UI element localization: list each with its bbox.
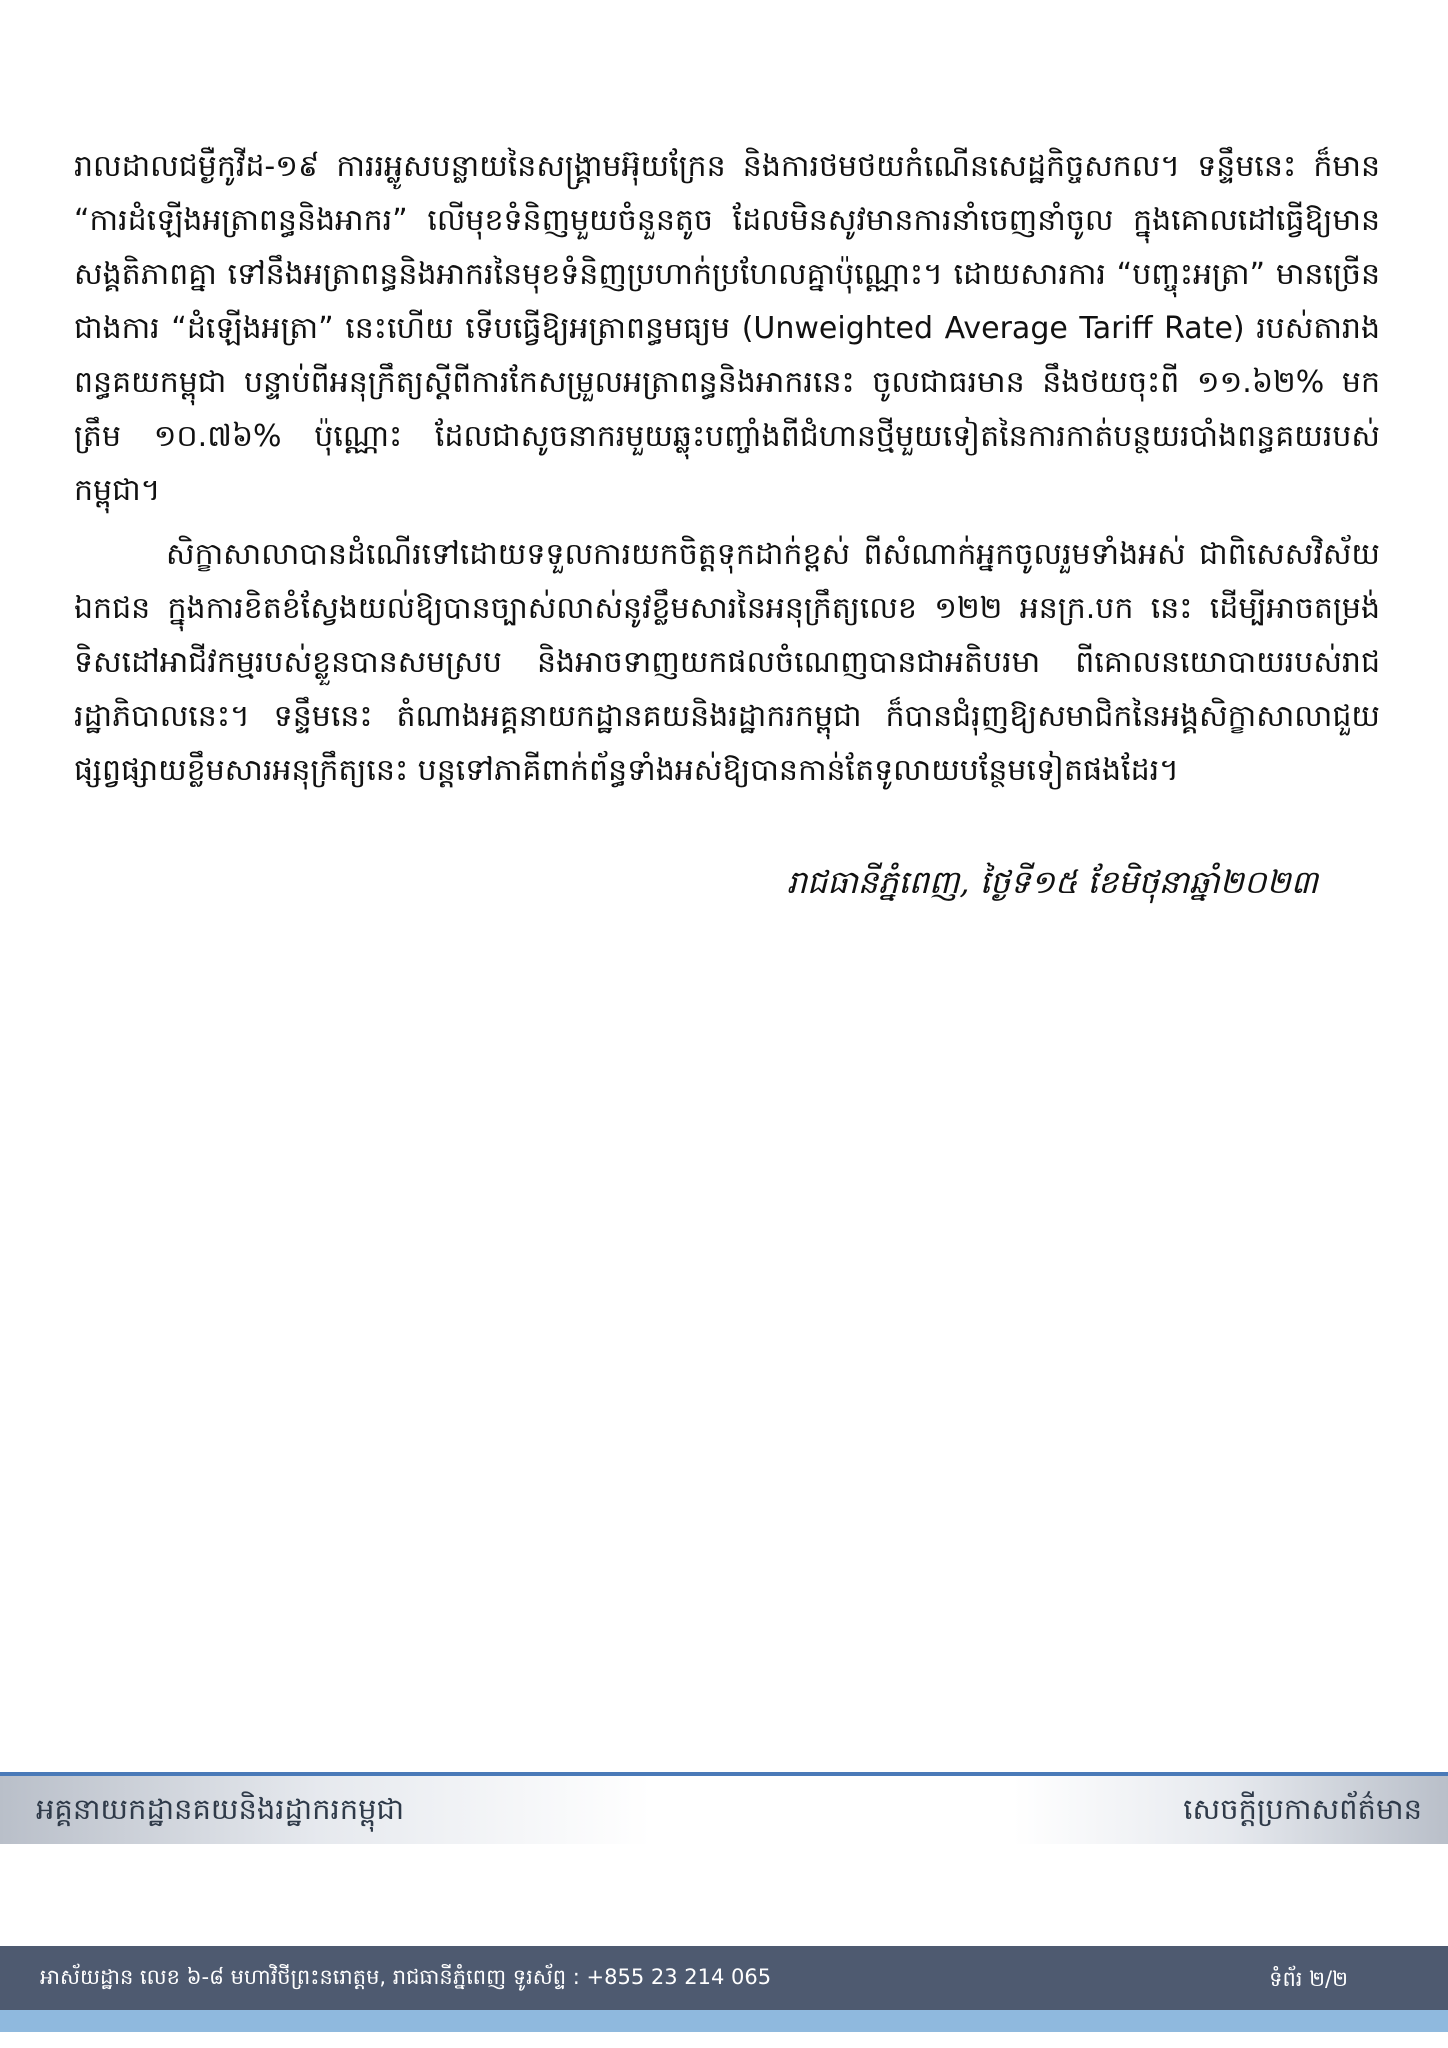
body-paragraph-1: រាលដាលជម្ងឺកូវីដ-១៩ ការរអ្លូសបន្លាយនៃសង្គ្រាមអ៊ុយក្រែន និងការថមថយកំណើនសេដ្ឋកិច្ចសកល។ ទន្ទឹមនេះ ក៏មាន “ការដំឡើងអត្រាពន្ធនិងអាករ” លើមុខទំនិញមួយចំនួនតូច ដែលមិនសូវមានការនាំចេញនាំចូល ក្នុងគោលដៅធ្វើឱ្យមានសង្គតិភាពគ្នា ទៅនឹងអត្រាពន្ធនិងអាករនៃមុខទំនិញប្រហាក់ប្រហែលគ្នាប៉ុណ្ណោះ។ ដោយសារការ “បញ្ចុះអត្រា” មានច្រើនជាងការ “ដំឡើងអត្រា” នេះហើយ ទើបធ្វើឱ្យអត្រាពន្ធមធ្យម (Unweighted Average Tariff Rate) របស់តារាងពន្ធគយកម្ពុជា បន្ទាប់ពីអនុក្រឹត្យស្តីពីការកែសម្រួលអត្រាពន្ធនិងអាករនេះ ចូលជាធរមាន នឹងថយចុះពី ១១.៦២% មកត្រឹម ១០.៧៦% ប៉ុណ្ណោះ ដែលជាសូចនាករមួយឆ្លុះបញ្ចាំងពីជំហានថ្មីមួយទៀតនៃការកាត់បន្ថយរបាំងពន្ធគយរបស់កម្ពុជា។: [74, 149, 1380, 508]
body-paragraph-2: សិក្ខាសាលាបានដំណើរទៅដោយទទួលការយកចិត្តទុកដាក់ខ្ពស់ ពីសំណាក់អ្នកចូលរួមទាំងអស់ ជាពិសេសវិស័យឯកជន ក្នុងការខិតខំស្វែងយល់ឱ្យបានច្បាស់លាស់នូវខ្លឹមសារនៃអនុក្រឹត្យលេខ ១២២ អនក្រ.បក នេះ ដើម្បីអាចតម្រង់ទិសដៅអាជីវកម្មរបស់ខ្លួនបានសមស្រប និងអាចទាញយកផលចំណេញបានជាអតិបរមា ពីគោលនយោបាយរបស់រាជរដ្ឋាភិបាលនេះ។ ទន្ទឹមនេះ តំណាងអគ្គនាយកដ្ឋានគយនិងរដ្ឋាករកម្ពុជា ក៏បានជំរុញឱ្យសមាជិកនៃអង្គសិក្ខាសាលាជួយផ្សព្វផ្សាយខ្លឹមសារអនុក្រឹត្យនេះ បន្តទៅភាគីពាក់ព័ន្ធទាំងអស់ឱ្យបានកាន់តែទូលាយបន្ថែមទៀតផងដែរ។: [74, 537, 1380, 788]
place-date-signoff: រាជធានីភ្នំពេញ, ថ្ងៃទី១៥ ខែមិថុនាឆ្នាំ២០២៣: [786, 863, 1318, 901]
footer-organization: អគ្គនាយកដ្ឋានគយនិងរដ្ឋាករកម្ពុជា: [36, 1792, 405, 1826]
page-number: ទំព័រ ២/២: [1269, 1967, 1348, 1991]
footer-document-type: សេចក្ដីប្រកាសព័ត៌មាន: [1183, 1792, 1422, 1826]
footer-band: [0, 1772, 1448, 1844]
document-body: [74, 140, 1380, 808]
footer-bar: [0, 1946, 1448, 2010]
footer-stripe: [0, 2010, 1448, 2032]
footer-address: អាស័យដ្ឋាន លេខ ៦-៨ មហាវិថីព្រះនរោត្តម, រាជធានីភ្នំពេញ ទូរស័ព្ទ : +855 23 214 065: [40, 1965, 772, 1989]
